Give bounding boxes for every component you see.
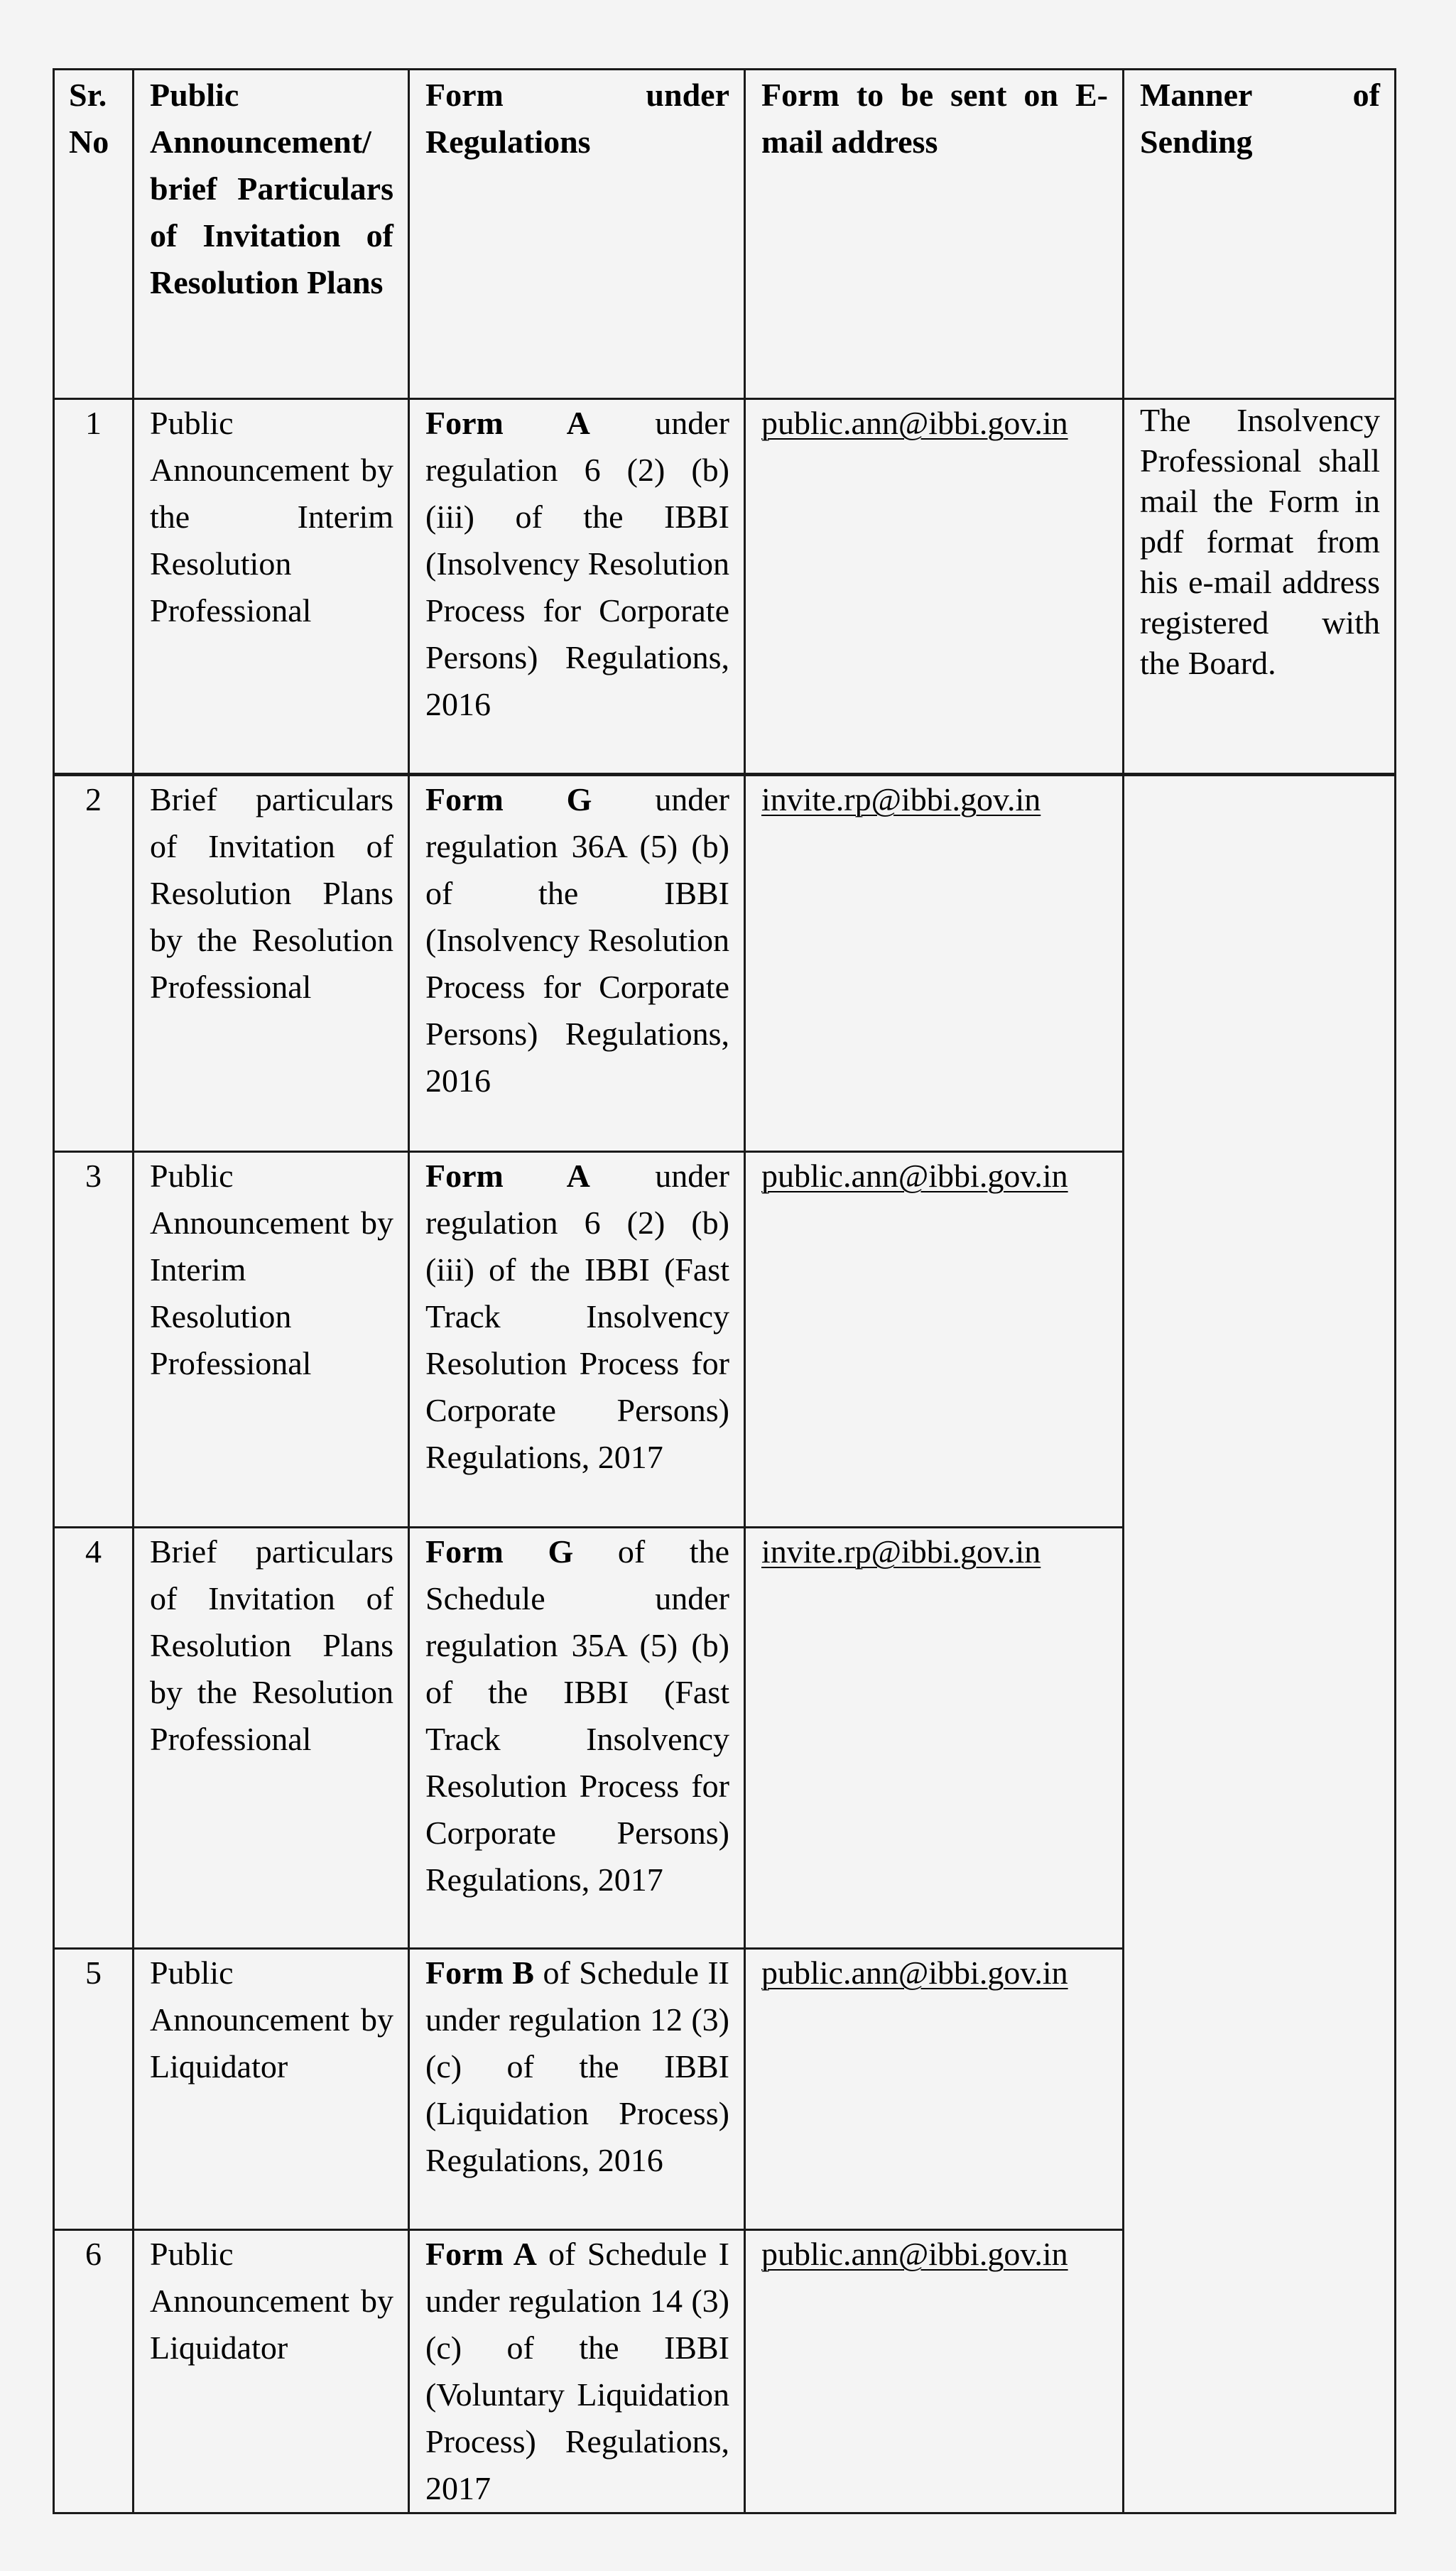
form-name: Form G (425, 781, 592, 817)
sr-no-cell: 6 (54, 2230, 134, 2513)
sr-no-cell: 4 (54, 1528, 134, 1949)
form-cell (409, 1528, 745, 1949)
form-regulation-text: of the Schedule under regulation 35A (5) (b) of the IBBI (Fast Track Insolvency Resolution Process for Corporate Persons) Regulations, 2017 (425, 1533, 729, 1898)
email-link[interactable]: invite.rp@ibbi.gov.in (761, 1533, 1041, 1570)
form-name: Form A (425, 1158, 590, 1194)
manner-of-sending-merged-cell (1124, 775, 1396, 2513)
manner-of-sending-cell: The Insolvency Professional shall mail the Form in pdf format from his e-mail address registered with the Board. (1124, 399, 1396, 775)
table-header-row (54, 70, 1396, 399)
header-sr-no: Sr. No (54, 70, 134, 399)
particulars-cell: Public Announcement by Liquidator (134, 1949, 409, 2230)
form-cell (409, 775, 745, 1152)
email-cell (745, 399, 1124, 775)
form-regulation-text: under regulation 6 (2) (b) (iii) of the IBBI (Insolvency Resolution Process for Corporate Persons) Regulations, 2016 (425, 405, 729, 722)
form-regulation-text: of Schedule I under regulation 14 (3) (c) of the IBBI (Voluntary Liquidation Process) Regulations, 2017 (425, 2236, 729, 2506)
header-manner-of-sending: Manner of Sending (1124, 70, 1396, 399)
form-name: Form G (425, 1533, 574, 1570)
sr-no-cell: 1 (54, 399, 134, 775)
form-regulation-text: under regulation 6 (2) (b) (iii) of the IBBI (Fast Track Insolvency Resolution Process for Corporate Persons) Regulations, 2017 (425, 1158, 729, 1475)
forms-email-table (53, 68, 1396, 2514)
email-cell (745, 775, 1124, 1152)
email-link[interactable]: public.ann@ibbi.gov.in (761, 1158, 1068, 1194)
particulars-cell: Brief particulars of Invitation of Resolution Plans by the Resolution Professional (134, 1528, 409, 1949)
email-link[interactable]: public.ann@ibbi.gov.in (761, 2236, 1068, 2272)
header-form-under-regulations: Form under Regulations (409, 70, 745, 399)
header-particulars: Public Announcement/ brief Particulars of Invitation of Resolution Plans (134, 70, 409, 399)
email-cell (745, 1152, 1124, 1528)
email-cell (745, 2230, 1124, 2513)
particulars-cell: Public Announcement by Interim Resolution Professional (134, 1152, 409, 1528)
form-cell (409, 1949, 745, 2230)
sr-no-cell: 3 (54, 1152, 134, 1528)
email-link[interactable]: public.ann@ibbi.gov.in (761, 405, 1068, 441)
particulars-cell: Public Announcement by Liquidator (134, 2230, 409, 2513)
table-row (54, 399, 1396, 775)
form-name: Form A (425, 2236, 537, 2272)
email-link[interactable]: public.ann@ibbi.gov.in (761, 1955, 1068, 1991)
form-cell (409, 1152, 745, 1528)
form-name: Form B (425, 1955, 534, 1991)
form-name: Form A (425, 405, 590, 441)
header-email-address: Form to be sent on E-mail address (745, 70, 1124, 399)
form-regulation-text: under regulation 36A (5) (b) of the IBBI (Insolvency Resolution Process for Corporate Persons) Regulations, 2016 (425, 781, 729, 1099)
particulars-cell: Brief particulars of Invitation of Resolution Plans by the Resolution Professional (134, 775, 409, 1152)
sr-no-cell: 5 (54, 1949, 134, 2230)
email-cell (745, 1949, 1124, 2230)
email-link[interactable]: invite.rp@ibbi.gov.in (761, 781, 1041, 817)
form-cell (409, 2230, 745, 2513)
table-row (54, 775, 1396, 1152)
sr-no-cell: 2 (54, 775, 134, 1152)
email-cell (745, 1528, 1124, 1949)
form-cell (409, 399, 745, 775)
form-regulation-text: of Schedule II under regulation 12 (3) (c) of the IBBI (Liquidation Process) Regulations, 2016 (425, 1955, 729, 2178)
particulars-cell: Public Announcement by the Interim Resolution Professional (134, 399, 409, 775)
